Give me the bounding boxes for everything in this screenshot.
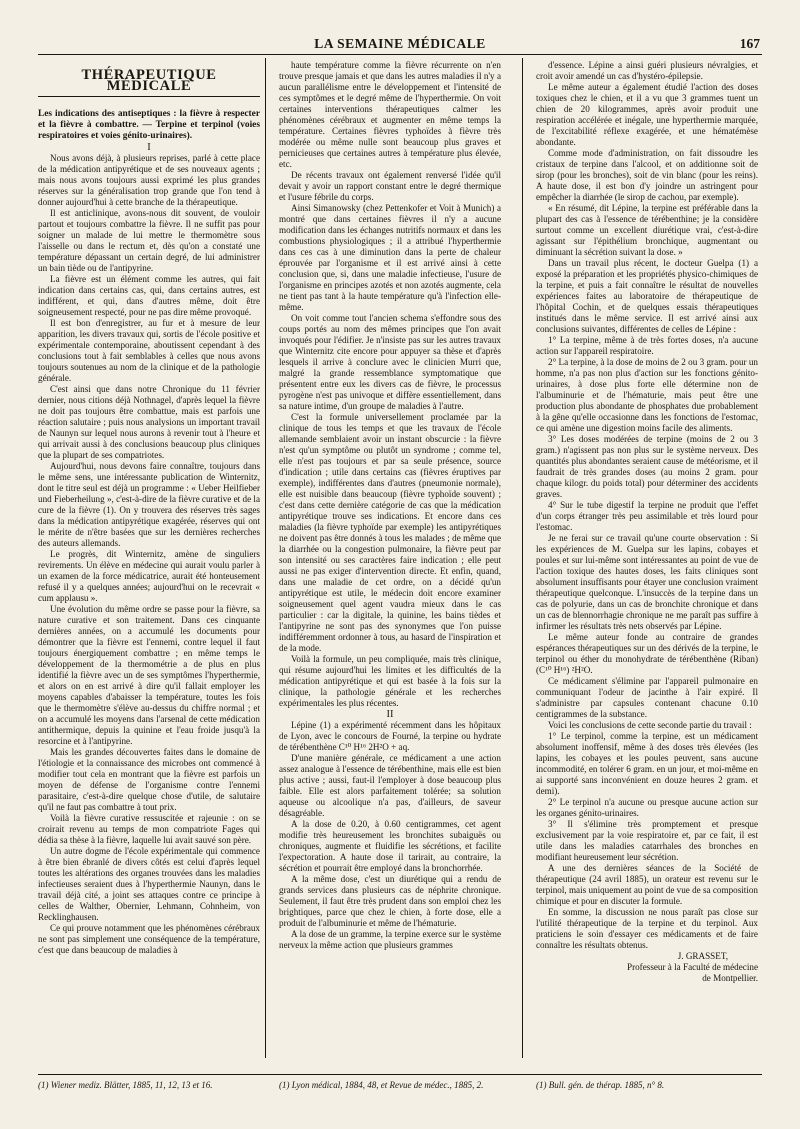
page-number: 167 <box>739 36 760 51</box>
journal-title: LA SEMAINE MÉDICALE <box>314 36 486 51</box>
paragraph: 4° Sur le tube digestif la terpine ne produit que l'effet d'un corps étranger très peu assimilable et très lourd pour l'estomac. <box>536 500 758 532</box>
author-name: J. GRASSET, <box>677 951 728 961</box>
paragraph: d'essence. Lépine a ainsi guéri plusieurs névralgies, et croit avoir amendé un cas d'hystéro-épilepsie. <box>536 60 758 81</box>
paragraph: Comme mode d'administration, on fait dissoudre les cristaux de terpine dans l'alcool, et on additionne soit de sirop (pour les bronches), soit de vin blanc (pour les reins). A haute dose, il est bon d'y joindre un astringent pour empêcher la diarrhée (le sirop de cachou, par exemple). <box>536 148 758 202</box>
paragraph: Il est bon d'enregistrer, au fur et à mesure de leur apparition, les divers travaux qui, sortis de l'école positive et expérimentale contemporaine, aboutissent cependant à des conclusions tout à fait semblables à celles que nous avons toujours soutenues au nom de la clinique et de la pathologie générale. <box>38 318 260 383</box>
column-2 <box>279 60 501 1064</box>
paragraph: A une des dernières séances de la Société de thérapeutique (24 avril 1885), un orateur est revenu sur le terpinol, mais uniquement au point de vue de sa composition chimique et pour en discuter la formule. <box>536 863 758 906</box>
footnote-rule <box>38 1074 762 1075</box>
paragraph: Nous avons déjà, à plusieurs reprises, parlé à cette place de la médication antipyrétique et de ses nouveaux agents ; mais nous avons toujours aussi exprimé les plus grandes réserves sur la généralisation trop grande que l'on tend à donner aujourd'hui à cette branche de la thérapeutique. <box>38 153 260 207</box>
paragraph: La fièvre est un élément comme les autres, qui fait indication dans certains cas, qui, dans certains autres, est indifférent, et qui, dans d'autres même, doit être soigneusement respecté, pour ne pas dire même provoqué. <box>38 274 260 317</box>
paragraph: D'une manière générale, ce médicament a une action assez analogue à l'essence de térébenthine, mais elle est bien plus active ; aussi, faut-il l'employer à dose beaucoup plus faible. Elle est alors parfaitement tolérée; sa solution aqueuse ou alcoolique n'a pas, d'ailleurs, de saveur désagréable. <box>279 753 501 818</box>
paragraph: Le même auteur a également étudié l'action des doses toxiques chez le chien, et il a vu que 3 grammes tuent un chien de 20 kilogrammes, après avoir produit une respiration accélérée et inégale, une hyperthermie marquée, de l'excitabilité réflexe exagérée, et une hématémèse abondante. <box>536 82 758 147</box>
author-title-2: de Montpellier. <box>702 973 758 983</box>
paragraph: Ce qui prouve notamment que les phénomènes cérébraux ne sont pas simplement une conséquence de la température, c'est que dans beaucoup de maladies à <box>38 923 260 955</box>
paragraph: A la même dose, c'est un diurétique qui a rendu de grands services dans plusieurs cas de néphrite chronique. Seulement, il faut être très prudent dans son emploi chez les brightiques, parce que chez le chien, à forte dose, elle a produit de l'albuminurie et même de l'hématurie. <box>279 874 501 928</box>
column-2-body-b <box>279 720 501 951</box>
paragraph: Lépine (1) a expérimenté récemment dans les hôpitaux de Lyon, avec le concours de Fourné, la terpine ou hydrate de térébenthène C¹⁰ H¹⁶ 2H²O + aq. <box>279 720 501 752</box>
footnote-3: (1) Bull. gén. de thérap. 1885, n° 8. <box>536 1080 665 1090</box>
paragraph: Aujourd'hui, nous devons faire connaître, toujours dans le même sens, une intéressante publication de Winternitz, dont le titre seul est déjà un programme : « Ueber Heilfieber und Fieberheilung », c'est-à-dire de la fièvre curative et de la cure de la fièvre (1). On y trouvera des réserves très sages dans la médication antipyrétique exagérée, réserves qui ont le mérite de n'être basées que sur les dernières recherches des auteurs allemands. <box>38 461 260 548</box>
paragraph: Ainsi Simanowsky (chez Pettenkofer et Voit à Munich) a montré que dans certaines fièvres il n'y a aucune modification dans les échanges nutritifs normaux et dans les combustions physiologiques ; il a attribué l'hyperthermie dans ces cas à une diminution dans la perte de chaleur éprouvée par l'organisme et il est arrivé ainsi à cette conclusion que, si, dans une maladie infectieuse, l'usure de l'organisme en principes azotés et non azotés augmente, cela ne tient pas tant à la haute température qu'à l'infection elle-même. <box>279 203 501 312</box>
paragraph: A la dose de un gramme, la terpine exerce sur le système nerveux la même action que plusieurs grammes <box>279 929 501 950</box>
paragraph: Une évolution du même ordre se passe pour la fièvre, sa nature curative et son traitement. Dans ces cinquante dernières années, on a accumulé les documents pour démontrer que la fièvre est l'ennemi, contre lequel il faut toujours énergiquement combattre ; en même temps le développement de la thermométrie a de plus en plus identifié la fièvre avec un de ses symptômes l'hyperthermie, et alors on en est arrivé à dire qu'il fallait employer les moyens capables d'abaisser la température, toutes les fois que le thermomètre s'élève au-dessus du chiffre normal ; et on a accumulé les moyens dans l'arsenal de cette médication antithermique, depuis la quinine et l'eau froide jusqu'à la resorcine et à l'antipyrine. <box>38 604 260 746</box>
column-divider-1 <box>265 58 266 1058</box>
paragraph: Ce médicament s'élimine par l'appareil pulmonaire en communiquant l'odeur de jacinthe à l'air expiré. Il s'administre par capsules contenant chacune 0.10 centigrammes de la substance. <box>536 676 758 719</box>
paragraph: Voici les conclusions de cette seconde partie du travail : <box>548 720 752 730</box>
paragraph: Dans un travail plus récent, le docteur Guelpa (1) a exposé la préparation et les propriétés physico-chimiques de la terpine, et puis a fait connaître le résultat de nouvelles expériences faites au laboratoire de thérapeutique de l'hôpital Cochin, et de quelques essais thérapeutiques institués dans le même service. Il est arrivé ainsi aux conclusions suivantes, différentes de celles de Lépine : <box>536 258 758 334</box>
article-title: THÉRAPEUTIQUE MÉDICALE <box>38 70 260 97</box>
author-title-1: Professeur à la Faculté de médecine <box>627 962 758 972</box>
column-3 <box>536 60 758 1064</box>
paragraph: 3° Il s'élimine très promptement et presque exclusivement par la voie respiratoire et, par ce fait, il est utile dans les maladies catarrhales des bronches en modifiant heureusement leur sécrétion. <box>536 819 758 862</box>
paragraph: En somme, la discussion ne nous paraît pas close sur l'utilité thérapeutique de la terpine et du terpinol. Aux praticiens le soin d'essayer ces médicaments et de faire connaître les résultats obtenus. <box>536 907 758 950</box>
footnote-2: (1) Lyon médical, 1884, 48, et Revue de médec., 1885, 2. <box>279 1080 484 1090</box>
paragraph: 2° Le terpinol n'a aucune ou presque aucune action sur les organes génito-urinaires. <box>536 797 758 818</box>
paragraph: haute température comme la fièvre récurrente on n'en trouve presque jamais et que dans les autres maladies il n'y a aucun parallélisme entre le développement et l'intensité de ces symptômes et le degré même de l'hyperthermie. On voit certaines interventions thérapeutiques calmer les phénomènes cérébraux et augmenter en même temps la température. Certaines fièvres typhoïdes à fièvre très modérée ou même nulle sont beaucoup plus graves et pernicieuses que certaines autres à température plus élevée, etc. <box>279 60 501 169</box>
paragraph: A la dose de 0.20, à 0.60 centigrammes, cet agent modifie très heureusement les bronchites subaiguës ou chroniques, augmente et fluidifie les sécrétions, et facilite l'expectoration. A haute dose il tarirait, au contraire, la sécrétion et pourrait être employé dans la bronchorrhée. <box>279 819 501 873</box>
page-header <box>38 36 762 54</box>
column-1-body <box>38 153 260 956</box>
paragraph: 1° La terpine, même à de très fortes doses, n'a aucune action sur l'appareil respiratoire. <box>536 335 758 356</box>
column-2-body-a <box>279 60 501 709</box>
column-1 <box>38 60 260 1064</box>
paragraph: Le même auteur fonde au contraire de grandes espérances thérapeutiques sur un des dérivés de la terpine, le terpinol ou éther du monohydrate de térébenthène (Riban) (C¹⁰ H¹⁶) ²H²O. <box>536 632 758 675</box>
paragraph: Voilà la formule, un peu compliquée, mais très clinique, qui résume aujourd'hui les limites et les difficultés de la médication antipyrétique et qui est basée à la fois sur la clinique, la pathologie générale et les recherches expérimentales les plus récentes. <box>279 654 501 708</box>
paragraph: « En résumé, dit Lépine, la terpine est préférable dans la plupart des cas à l'essence de térébenthine; je la considère surtout comme un excellent diurétique vrai, c'est-à-dire agissant sur l'épithélium bronchique, augmentant ou diminuant la sécrétion suivant la dose. » <box>536 203 758 257</box>
section-heading-1: I <box>147 142 151 153</box>
paragraph: Un autre dogme de l'école expérimentale qui commence à être bien ébranlé de divers côtés est celui d'après lequel toutes les altérations des organes trouvées dans les maladies infectieuses seraient dues à l'hyperthermie Naunyn, dans le travail déjà cité, a joint ses attaques contre ce principe à celles de Walther, Obernier, Lehmann, Cohnheim, von Recklinghausen. <box>38 846 260 922</box>
paragraph: De récents travaux ont également renversé l'idée qu'il devait y avoir un rapport constant entre le degré thermique et l'usure fébrile du corps. <box>279 170 501 202</box>
paragraph: On voit comme tout l'ancien schema s'effondre sous des coups portés au nom des mêmes principes que l'on avait invoqués pour l'édifier. Je n'insiste pas sur les autres travaux que Winternitz cite encore pour appuyer sa thèse et d'après lesquels il arrive à conclure avec le clinicien Murri que, malgré la grande ressemblance symptomatique que présentent entre eux les divers cas de fièvre, le processus pyrogène n'est pas univoque et diffère essentiellement, dans sa nature intime, d'un groupe de maladies à l'autre. <box>279 313 501 411</box>
paragraph: C'est ainsi que dans notre Chronique du 11 février dernier, nous citions déjà Nothnagel, d'après lequel la fièvre ne doit pas toujours être combattue, mais est parfois une réaction salutaire ; puis nous analysions un important travail de Naunyn sur lequel nous aurons à revenir tout à l'heure et qui arrivait aussi à des conclusions beaucoup plus cliniques que la plupart de ses compatriotes. <box>38 384 260 460</box>
section-heading-2: II <box>386 709 394 720</box>
footnote-1: (1) Wiener mediz. Blätter, 1885, 11, 12, 13 et 16. <box>38 1080 213 1090</box>
paragraph: 2° La terpine, à la dose de moins de 2 ou 3 gram. pour un homme, n'a pas non plus d'action sur les fonctions génito-urinaires, à dose plus forte elle détermine non de l'albuminurie et de l'hématurie, mais peut être une production plus abondante de phosphates due probablement à la gêne qu'elle occasionne dans les fonctions de l'estomac, ce qui amène une digestion moins facile des aliments. <box>536 357 758 433</box>
paragraph: Le progrès, dit Winternitz, amène de singuliers revirements. Un élève en médecine qui aurait voulu parler à un examen de la force médicatrice, aurait été honteusement refusé il y a quelques années; aujourd'hui on le recevrait « cum applausu ». <box>38 549 260 603</box>
paragraph: C'est la formule universellement proclamée par la clinique de tous les temps et que les travaux de l'école allemande semblaient avoir un instant obscurcie : la fièvre n'est qu'un symptôme ou plutôt un syndrome ; comme tel, elle n'est pas toujours et par sa seule présence, source d'indication ; utile dans certains cas (fièvres éruptives par exemple), indifférentes dans d'autres (pneumonie normale), elle est nuisible dans beaucoup (fièvre typhoïde souvent) ; c'est dans cette dernière catégorie de cas que la médication antipyrétique trouve ses indications. Et encore dans ces maladies (la fièvre typhoïde par exemple) les antipyrétiques ne doivent pas être donnés à tous les malades ; de même que la diarrhée ou la congestion pulmonaire, la fièvre peut par son intensité ou ses caractères faire indication ; elle peut aussi ne pas exiger d'intervention directe. Et enfin, quand, dans une maladie de cet ordre, on a décidé qu'un antipyrétique est utile, le médecin doit encore examiner soigneusement quel agent vaudra mieux dans le cas particulier : car la digitale, la quinine, les bains tièdes et l'antipyrine ne sont pas des synonymes que l'on puisse indifféremment ordonner à tous, au hasard de l'inspiration et de la mode. <box>279 412 501 653</box>
paragraph: Il est anticlinique, avons-nous dit souvent, de vouloir partout et toujours combattre la fièvre. Il ne suffit pas pour soigner un malade de lui mettre le thermomètre sous l'aisselle ou dans le rectum et, dès qu'on a constaté une température dépassant un certain degré, de lui administrer un bain tiède ou de l'antipyrine. <box>38 208 260 273</box>
paragraph: Voilà la fièvre curative ressuscitée et rajeunie : on se croirait revenu au temps de mon compatriote Fages qui dédia sa thèse à la fièvre, laquelle lui avait sauvé son père. <box>38 813 260 845</box>
column-divider-2 <box>522 58 523 1058</box>
article-summary: Les indications des antiseptiques : la fièvre à respecter et la fièvre à combattre. — Terpine et terpinol (voies respiratoires et voies génito-urinaires). <box>38 109 260 141</box>
column-3-body <box>536 60 758 951</box>
paragraph: Je ne ferai sur ce travail qu'une courte observation : Si les expériences de M. Guelpa sur les lapins, cobayes et poules et sur lui-même sont intéressantes au point de vue de l'action toxique des hautes doses, les faits cliniques sont absolument insuffisants pour étayer une conclusion vraiment thérapeutique quelconque. L'insuccès de la terpine dans un cas de polyurie, dans un cas de bronchite chronique et dans un cas de blennorrhagie chronique ne me paraît pas suffire à infirmer les résultats très nets observés par Lépine. <box>536 533 758 631</box>
paragraph: 3° Les doses modérées de terpine (moins de 2 ou 3 gram.) n'agissent pas non plus sur le système nerveux. Des quantités plus abondantes seraient cause de météorisme, et il faudrait de très grandes doses (au moins 2 gram. pour chaque kilogr. du poids total) pour déterminer des accidents graves. <box>536 434 758 499</box>
paragraph: Mais les grandes découvertes faites dans le domaine de l'étiologie et la connaissance des microbes ont commencé à modifier tout cela en montrant que la fièvre est parfois un moyen de défense de l'organisme contre l'ennemi parasitaire, c'est-à-dire quelque chose d'utile, de salutaire qu'il ne faut pas combattre à tout prix. <box>38 747 260 812</box>
paragraph: 1° Le terpinol, comme la terpine, est un médicament absolument inoffensif, même à des doses très élevées (les lapins, les cobayes et les poules peuvent, sans aucune incommodité, en tolérer 6 gram. en un jour, et moi-même en ai supporté sans inconvénient en douze heures 2 gram. et demi). <box>536 731 758 796</box>
header-rule <box>38 54 762 55</box>
